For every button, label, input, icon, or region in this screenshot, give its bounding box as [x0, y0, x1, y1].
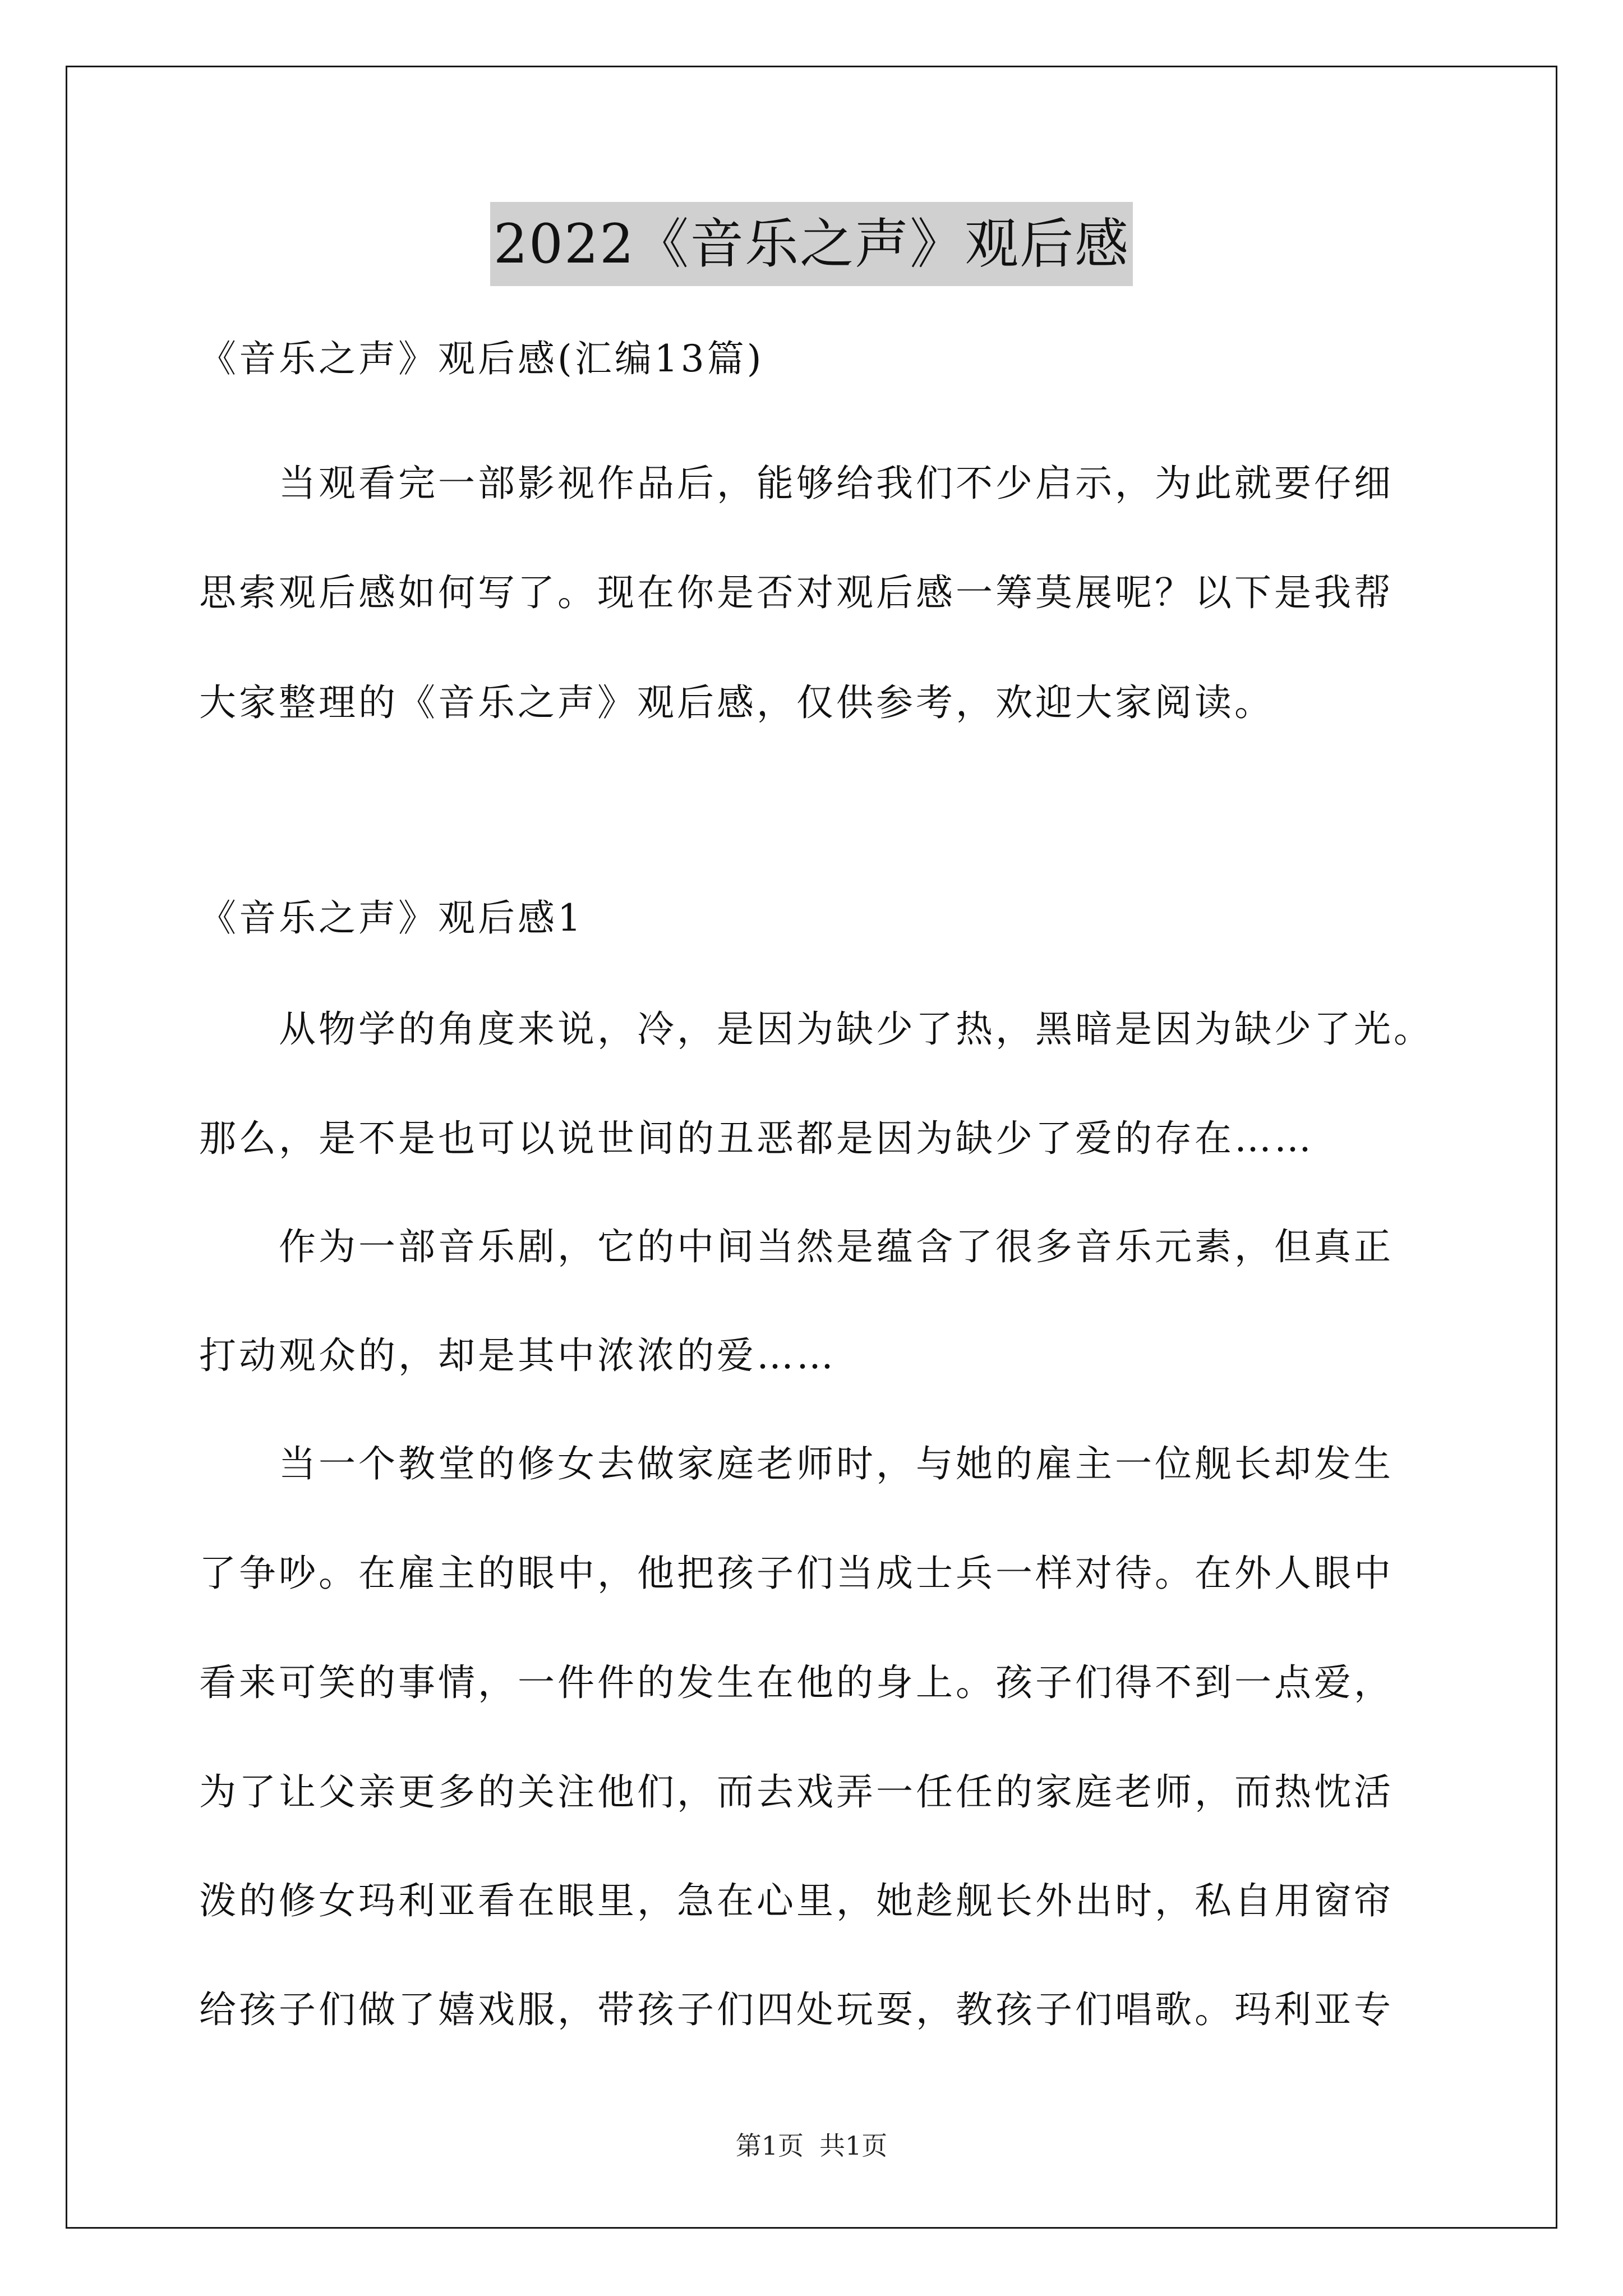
page-footer: [0, 2129, 1623, 2162]
paragraph-line: 那么，是不是也可以说世间的丑恶都是因为缺少了爱的存在……: [199, 1117, 1314, 1160]
paragraph-line: 从物学的角度来说，冷，是因为缺少了热，黑暗是因为缺少了光。: [199, 1007, 1433, 1051]
paragraph-line: 作为一部音乐剧，它的中间当然是蕴含了很多音乐元素，但真正: [199, 1225, 1394, 1268]
page-total: 共1页: [819, 2131, 888, 2161]
subtitle-line: 《音乐之声》观后感(汇编13篇): [199, 337, 764, 380]
title-container: [0, 202, 1623, 286]
paragraph-line: 大家整理的《音乐之声》观后感，仅供参考，欢迎大家阅读。: [199, 681, 1274, 724]
paragraph-line: 泼的修女玛利亚看在眼里，急在心里，她趁舰长外出时，私自用窗帘: [199, 1879, 1394, 1922]
page-number: 第1页: [735, 2131, 804, 2161]
paragraph-line: 当一个教堂的修女去做家庭老师时，与她的雇主一位舰长却发生: [199, 1442, 1394, 1485]
paragraph-line: 当观看完一部影视作品后，能够给我们不少启示，为此就要仔细: [199, 462, 1394, 505]
paragraph-line: 看来可笑的事情，一件件的发生在他的身上。孩子们得不到一点爱，: [199, 1661, 1394, 1704]
section-heading: 《音乐之声》观后感1: [199, 896, 584, 940]
paragraph-line: 思索观后感如何写了。现在你是否对观后感一筹莫展呢？以下是我帮: [199, 571, 1394, 614]
paragraph-line: 了争吵。在雇主的眼中，他把孩子们当成士兵一样对待。在外人眼中: [199, 1552, 1394, 1595]
paragraph-line: 给孩子们做了嬉戏服，带孩子们四处玩耍，教孩子们唱歌。玛利亚专: [199, 1988, 1394, 2031]
document-title: 2022《音乐之声》观后感: [490, 202, 1133, 286]
paragraph-line: 为了让父亲更多的关注他们，而去戏弄一任任的家庭老师，而热忱活: [199, 1770, 1394, 1814]
paragraph-line: 打动观众的，却是其中浓浓的爱……: [199, 1334, 836, 1377]
